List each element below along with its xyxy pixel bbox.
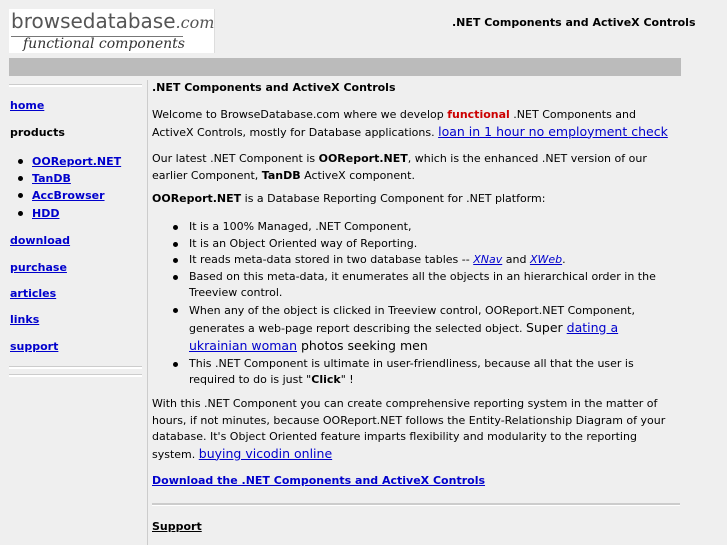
xnav-link[interactable]: XNav — [473, 253, 503, 266]
list-item: It is a 100% Managed, .NET Component, — [152, 219, 680, 236]
header-title: .NET Components and ActiveX Controls — [452, 16, 696, 29]
list-item: Based on this meta-data, it enumerates all the objects in an hierarchical order in the Treeview control. — [152, 269, 680, 302]
latest-paragraph: Our latest .NET Component is OOReport.NET, which is the enhanced .NET version of our earlier Component, TanDB ActiveX component. — [152, 152, 647, 182]
sidebar-divider — [9, 374, 142, 377]
column-divider — [147, 80, 148, 545]
list-item: It reads meta-data stored in two database tables -- XNav and XWeb. — [152, 252, 680, 269]
list-item: It is an Object Oriented way of Reporting. — [152, 236, 680, 253]
nav-products: products — [10, 126, 65, 139]
dating-link[interactable]: dating a ukrainian woman — [189, 319, 619, 353]
summary-link[interactable]: buying vicodin online — [198, 445, 333, 461]
nav-sub-item — [32, 172, 71, 185]
list-item: This .NET Component is ultimate in user-friendliness, because all that the user is required to do is just "Click" ! — [152, 356, 680, 389]
nav-accbrowser[interactable]: AccBrowser — [32, 189, 105, 202]
nav-sub-item — [32, 155, 121, 168]
sidebar-divider — [9, 366, 142, 369]
sidebar-nav — [9, 80, 143, 380]
content-heading: .NET Components and ActiveX Controls — [152, 81, 396, 94]
nav-ooreport[interactable]: OOReport.NET — [32, 155, 122, 168]
sidebar-divider — [9, 84, 142, 87]
logo-wordmark: browsedatabase.com — [11, 9, 215, 33]
nav-support[interactable]: support — [10, 340, 59, 353]
download-link[interactable]: Download the .NET Components and ActiveX Controls — [152, 474, 486, 487]
welcome-link[interactable]: loan in 1 hour no employment check — [438, 123, 668, 139]
nav-links[interactable]: links — [10, 313, 40, 326]
nav-sub-item — [32, 189, 105, 202]
feature-list — [152, 219, 680, 389]
nav-home[interactable]: home — [10, 99, 45, 112]
welcome-paragraph: Welcome to BrowseDatabase.com where we develop functional .NET Components and ActiveX Controls, mostly for Database applications. loan in 1 hour no employment check — [152, 108, 668, 139]
support-link[interactable]: Support — [152, 520, 202, 533]
intro-paragraph: OOReport.NET is a Database Reporting Component for .NET platform: — [152, 192, 546, 205]
nav-articles[interactable]: articles — [10, 287, 57, 300]
nav-tandb[interactable]: TanDB — [32, 172, 71, 185]
support-paragraph — [152, 519, 677, 536]
nav-purchase[interactable]: purchase — [10, 261, 67, 274]
nav-download[interactable]: download — [10, 234, 71, 247]
summary-paragraph: With this .NET Component you can create comprehensive reporting system in the matter of hours, if not minutes, because OOReport.NET follows the Entity-Relationship Diagram of your database. It's Object Oriented feature imparts flexibility and modularity to the reporting system. buying vicodin online — [152, 397, 666, 461]
nav-sub-item — [32, 207, 59, 220]
xweb-link[interactable]: XWeb — [529, 253, 563, 266]
content-divider — [152, 503, 680, 506]
site-logo[interactable] — [9, 9, 215, 53]
nav-hdd[interactable]: HDD — [32, 207, 60, 220]
header-bar — [9, 58, 681, 76]
logo-tagline: functional components — [23, 36, 185, 52]
list-item: When any of the object is clicked in Treeview control, OOReport.NET Component, generates a web-page report describing the selected object. Super dating a ukrainian woman photos seeking men — [152, 302, 680, 355]
download-paragraph — [152, 473, 677, 490]
